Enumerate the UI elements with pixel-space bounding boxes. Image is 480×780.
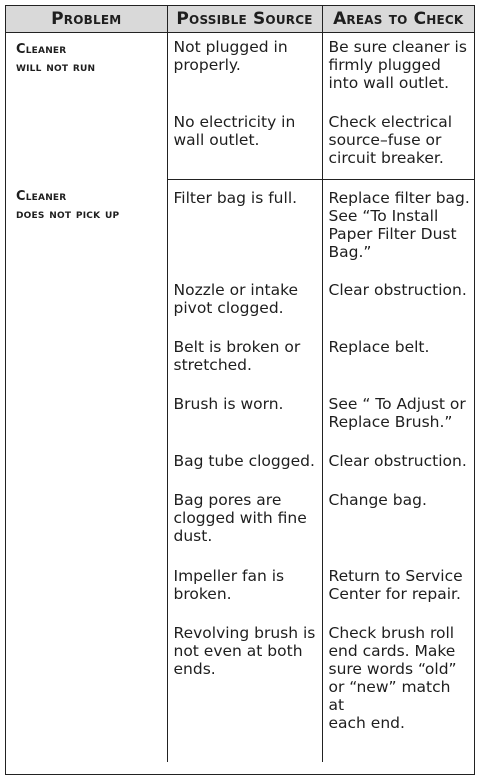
cause-cell xyxy=(167,491,322,567)
cause-text: No electricity in wall outlet. xyxy=(173,112,296,149)
check-text: Check brush roll end cards. Make sure words “old” or “new” match at each end. xyxy=(328,623,457,732)
cause-cell xyxy=(167,567,322,624)
table-row xyxy=(6,180,474,281)
check-cell xyxy=(322,281,474,338)
check-cell xyxy=(322,491,474,567)
check-cell xyxy=(322,395,474,452)
header-possible-source: Possible Source xyxy=(167,6,322,33)
cause-cell xyxy=(167,452,322,491)
cause-text: Belt is broken or stretched. xyxy=(173,337,301,374)
check-cell xyxy=(322,452,474,491)
cause-text: Revolving brush is not even at both ends. xyxy=(173,623,316,678)
problem-label: Cleaner will not run xyxy=(16,42,96,75)
cause-cell xyxy=(167,338,322,395)
cause-cell xyxy=(167,624,322,762)
cause-text: Bag tube clogged. xyxy=(173,451,315,470)
check-text: Replace filter bag. See “To Install Paper Filter Dust Bag.” xyxy=(328,189,470,261)
header-areas-to-check: Areas to Check xyxy=(322,6,474,33)
check-text: Check electrical source–fuse or circuit breaker. xyxy=(328,112,453,167)
check-text: Clear obstruction. xyxy=(328,280,467,299)
check-text: Return to Service Center for repair. xyxy=(328,566,463,603)
cause-cell xyxy=(167,281,322,338)
table-header-row xyxy=(6,6,474,33)
problem-label: Cleaner does not pick up xyxy=(16,188,120,222)
table-row xyxy=(6,33,474,113)
check-cell xyxy=(322,113,474,180)
check-text: Replace belt. xyxy=(328,337,430,356)
troubleshooting-table xyxy=(6,6,474,762)
check-cell xyxy=(322,33,474,113)
header-problem: Problem xyxy=(6,6,167,33)
cause-cell xyxy=(167,33,322,113)
check-text: Clear obstruction. xyxy=(328,451,467,470)
check-text: See “ To Adjust or Replace Brush.” xyxy=(328,394,466,431)
troubleshooting-page xyxy=(5,5,475,775)
cause-text: Bag pores are clogged with fine dust. xyxy=(173,490,307,545)
check-text: Change bag. xyxy=(328,490,427,509)
cause-text: Impeller fan is broken. xyxy=(173,566,285,603)
check-cell xyxy=(322,624,474,762)
problem-cell xyxy=(6,180,167,762)
cause-text: Not plugged in properly. xyxy=(173,38,288,74)
cause-cell xyxy=(167,180,322,281)
cause-cell xyxy=(167,395,322,452)
check-cell xyxy=(322,338,474,395)
cause-text: Brush is worn. xyxy=(173,394,284,413)
problem-cell xyxy=(6,33,167,180)
check-text: Be sure cleaner is firmly plugged into wall outlet. xyxy=(328,38,467,92)
check-cell xyxy=(322,180,474,281)
check-cell xyxy=(322,567,474,624)
cause-text: Nozzle or intake pivot clogged. xyxy=(173,280,299,317)
cause-text: Filter bag is full. xyxy=(173,189,298,207)
cause-cell xyxy=(167,113,322,180)
